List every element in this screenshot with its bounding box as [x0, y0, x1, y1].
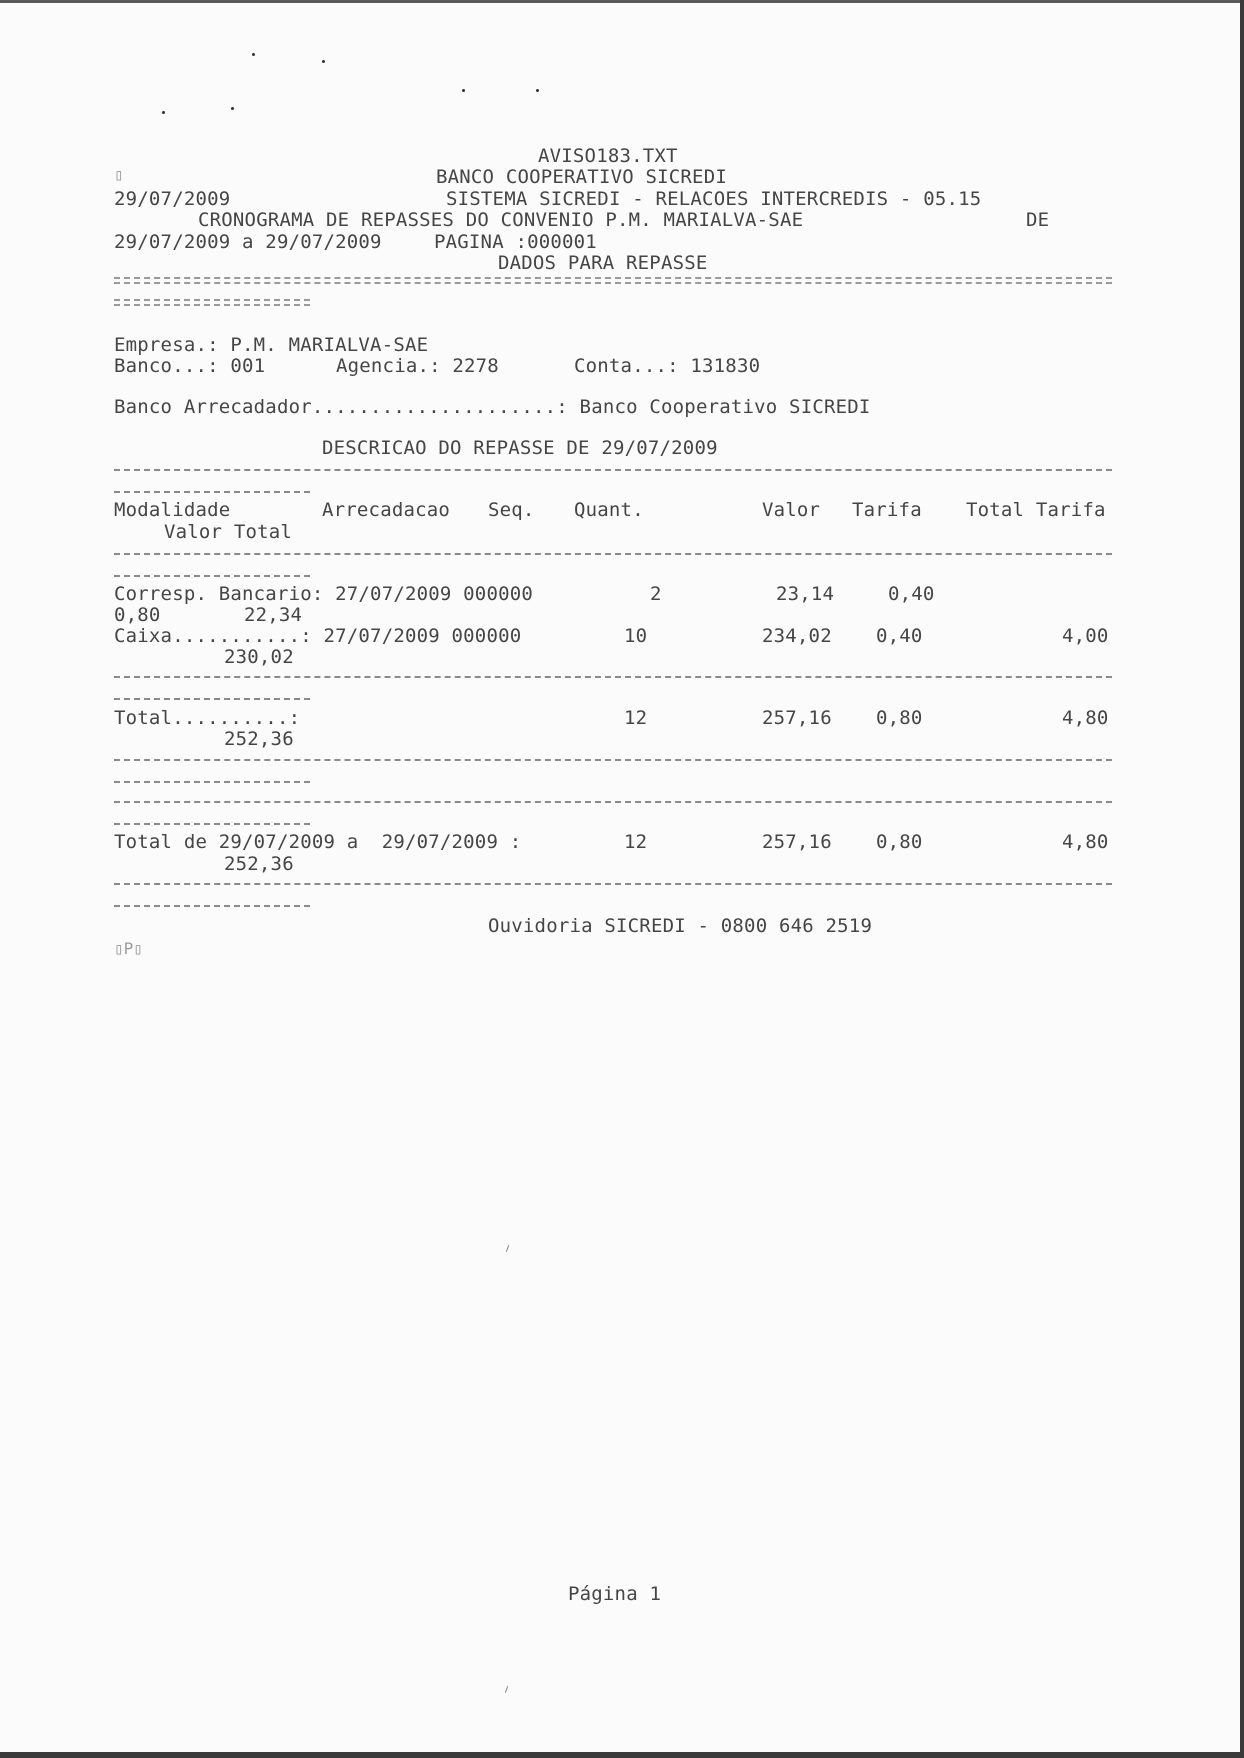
col-seq: Seq.	[488, 499, 535, 521]
col-tarifa: Tarifa	[852, 499, 922, 521]
grand-total-quant: 12	[624, 831, 648, 853]
grand-total-label: Total de 29/07/2009 a 29/07/2009 :	[114, 831, 522, 853]
row-label: Caixa...........: 27/07/2009 000000	[114, 625, 522, 647]
grand-total-valor: 257,16	[762, 831, 832, 853]
total-label: Total..........:	[114, 707, 301, 729]
row-quant: 2	[650, 583, 662, 605]
page-number: Página 1	[568, 1583, 662, 1605]
row-tarifa: 0,40	[888, 583, 935, 605]
row-valor-total: 22,34	[244, 604, 303, 626]
scan-border-right	[1240, 0, 1244, 1758]
dash-separator	[114, 759, 1112, 763]
description-title: DESCRICAO DO REPASSE DE 29/07/2009	[322, 437, 718, 459]
bank-name: BANCO COOPERATIVO SICREDI	[436, 166, 727, 188]
double-separator	[114, 282, 1112, 286]
row-valor: 23,14	[776, 583, 835, 605]
footer-code: ▯P▯	[114, 939, 143, 958]
col-modalidade: Modalidade	[114, 499, 231, 521]
double-separator	[114, 304, 310, 308]
dash-separator	[114, 823, 310, 827]
grand-total-tarifa: 0,80	[876, 831, 923, 853]
dash-separator	[114, 698, 310, 702]
col-quant: Quant.	[574, 499, 644, 521]
scan-speck	[162, 111, 165, 114]
row-valor-total: 230,02	[224, 646, 294, 668]
col-valor-total: Valor Total	[164, 521, 293, 543]
scan-scratch	[506, 1245, 509, 1252]
arrecadador-line: Banco Arrecadador.....................: Banco Cooperativo SICREDI	[114, 396, 871, 418]
dash-separator	[114, 676, 1112, 680]
dash-separator	[114, 491, 310, 495]
row-quant: 10	[624, 625, 648, 647]
scan-speck	[231, 107, 234, 110]
total-valor: 257,16	[762, 707, 832, 729]
ouvidoria-line: Ouvidoria SICREDI - 0800 646 2519	[488, 915, 873, 937]
empresa-line: Empresa.: P.M. MARIALVA-SAE	[114, 334, 429, 356]
dash-separator	[114, 575, 310, 579]
row-valor: 234,02	[762, 625, 832, 647]
total-quant: 12	[624, 707, 648, 729]
grand-total-valor-total: 252,36	[224, 853, 294, 875]
file-name: AVISO183.TXT	[538, 145, 678, 167]
dash-separator	[114, 781, 310, 785]
banco-line: Banco...: 001	[114, 355, 266, 377]
report-date: 29/07/2009	[114, 188, 231, 210]
schedule-title: CRONOGRAMA DE REPASSES DO CONVENIO P.M. MARIALVA-SAE	[198, 209, 804, 231]
scan-speck	[462, 89, 465, 92]
de-label: DE	[1026, 209, 1050, 231]
dash-separator	[114, 883, 1112, 887]
col-total-tarifa: Total Tarifa	[966, 499, 1106, 521]
col-valor: Valor	[762, 499, 821, 521]
total-total-tarifa: 4,80	[1062, 707, 1109, 729]
scan-speck	[252, 53, 255, 56]
system-name: SISTEMA SICREDI - RELACOES INTERCREDIS - 05.15	[446, 188, 982, 210]
scan-border-bottom	[0, 1752, 1244, 1758]
total-tarifa: 0,80	[876, 707, 923, 729]
grand-total-total-tarifa: 4,80	[1062, 831, 1109, 853]
double-separator	[114, 277, 1112, 281]
dash-separator	[114, 801, 1112, 805]
scan-speck	[322, 60, 325, 63]
scan-scratch	[505, 1686, 508, 1693]
row-total-tarifa: 4,00	[1062, 625, 1109, 647]
row-total-tarifa: 0,80	[114, 604, 161, 626]
conta-line: Conta...: 131830	[574, 355, 761, 377]
row-label: Corresp. Bancario: 27/07/2009 000000	[114, 583, 534, 605]
col-arrecadacao: Arrecadacao	[322, 499, 451, 521]
dash-separator	[114, 553, 1112, 557]
report-period: 29/07/2009 a 29/07/2009	[114, 231, 382, 253]
box-glyph: ▯	[114, 165, 124, 184]
section-title: DADOS PARA REPASSE	[498, 252, 708, 274]
dash-separator	[114, 905, 310, 909]
agencia-line: Agencia.: 2278	[336, 355, 499, 377]
row-tarifa: 0,40	[876, 625, 923, 647]
page-indicator: PAGINA :000001	[434, 231, 597, 253]
dash-separator	[114, 469, 1112, 473]
double-separator	[114, 299, 310, 303]
scan-speck	[536, 89, 539, 92]
total-valor-total: 252,36	[224, 728, 294, 750]
